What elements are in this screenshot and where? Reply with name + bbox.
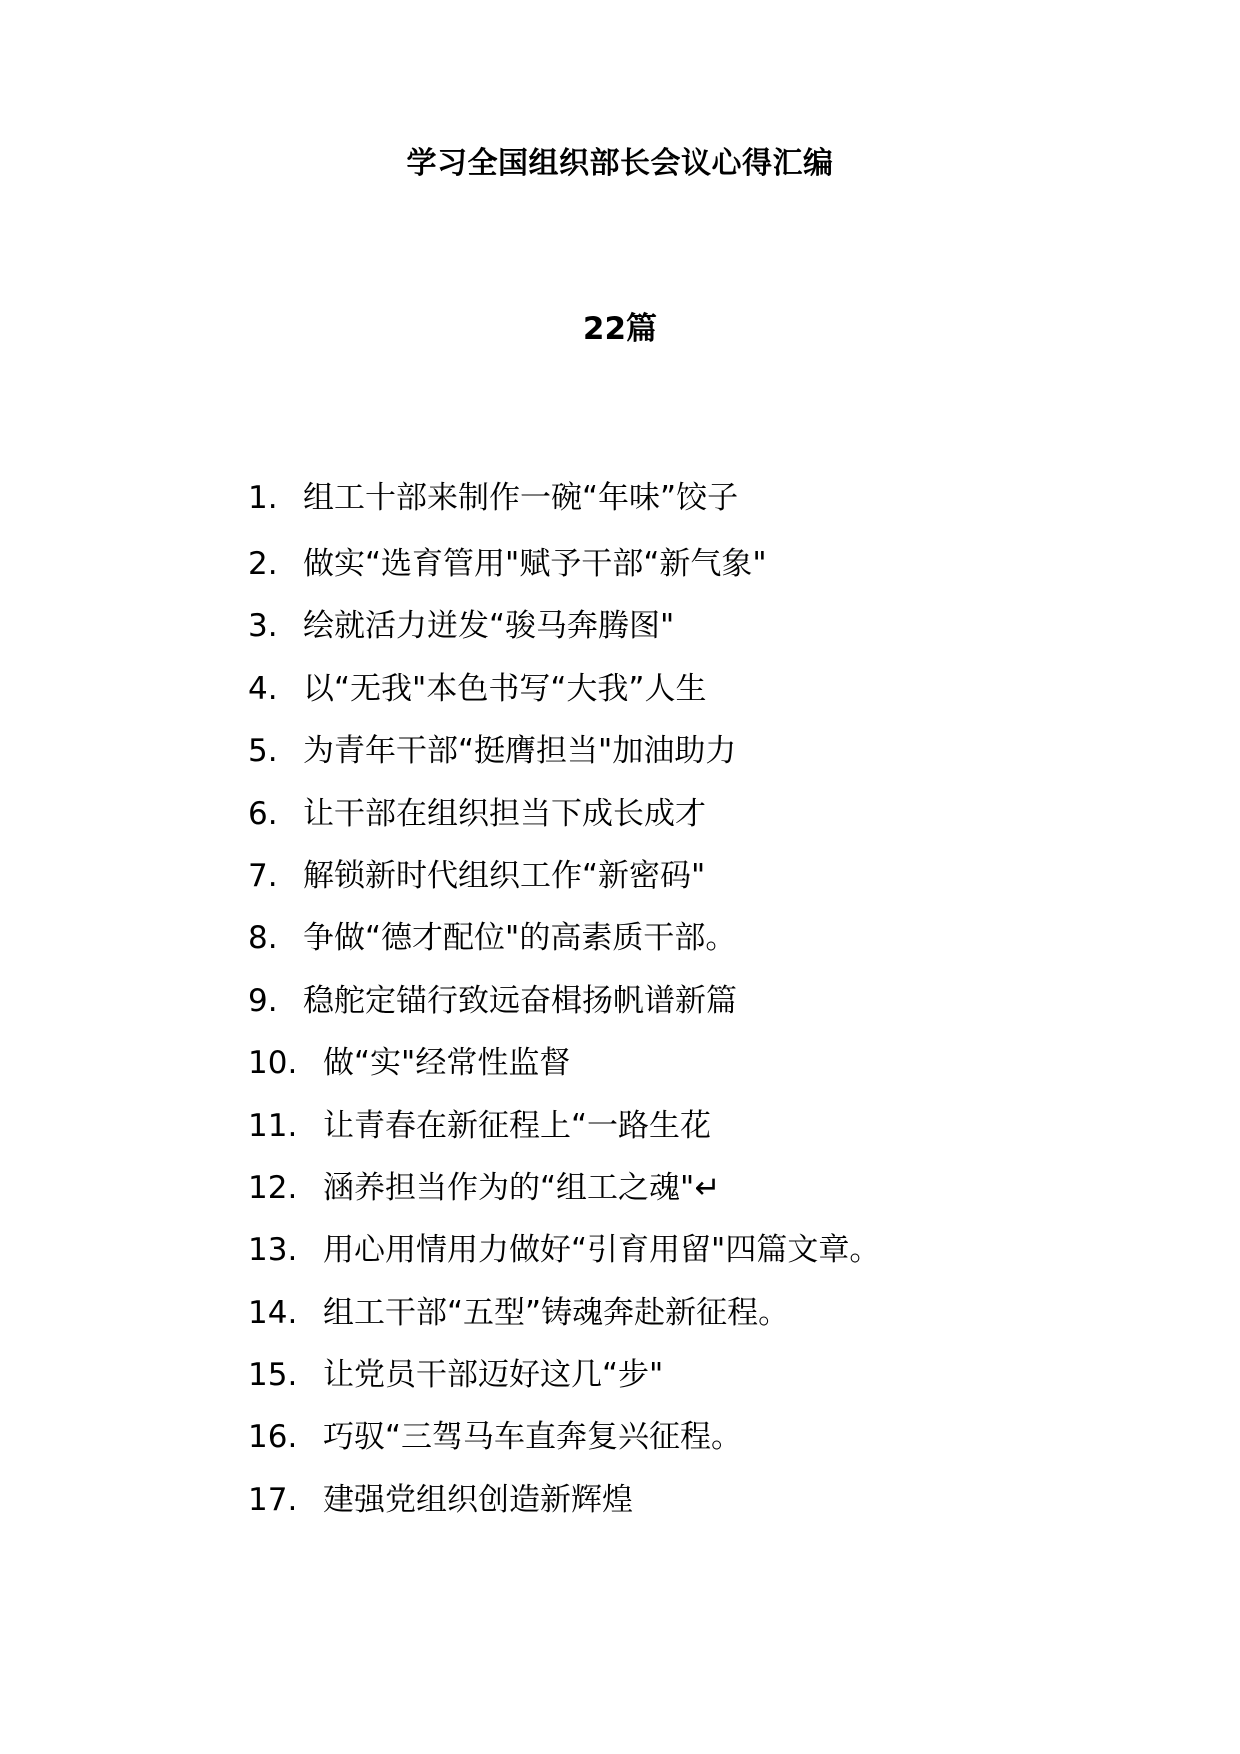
toc-item-number: 11. (248, 1107, 298, 1144)
toc-item-number: 4. (248, 670, 278, 707)
document-subtitle: 22篇 (582, 311, 658, 347)
table-of-contents (248, 467, 1148, 1531)
toc-item-number: 14. (248, 1294, 298, 1331)
toc-item-4 (248, 658, 1148, 720)
toc-item-5 (248, 720, 1148, 782)
toc-item-11 (248, 1095, 1148, 1157)
toc-item-text: 让党员干部迈好这几“步" (323, 1357, 664, 1394)
toc-item-number: 5. (248, 733, 278, 770)
toc-item-text: 组工十部来制作一碗“年味”饺子 (303, 480, 739, 516)
toc-item-number: 12. (248, 1169, 298, 1206)
toc-item-number: 13. (248, 1232, 298, 1269)
toc-item-text: 巧驭“三驾马车直奔复兴征程。 (323, 1419, 743, 1456)
toc-item-9 (248, 970, 1148, 1032)
document-title: 学习全国组织部长会议心得汇编 (406, 146, 834, 181)
toc-item-text: 做实“选育管用"赋予干部“新气象" (303, 546, 767, 582)
toc-item-text: 用心用情用力做好“引育用留"四篇文章。 (323, 1232, 881, 1269)
toc-item-7 (248, 845, 1148, 907)
toc-item-8 (248, 907, 1148, 969)
toc-item-text: 让青春在新征程上“一路生花 (323, 1107, 712, 1144)
toc-item-text: 组工干部“五型”铸魂奔赴新征程。 (323, 1294, 790, 1331)
toc-item-14 (248, 1282, 1148, 1344)
toc-item-10 (248, 1032, 1148, 1094)
toc-item-12 (248, 1157, 1148, 1219)
toc-item-number: 1. (248, 480, 278, 516)
toc-item-number: 17. (248, 1481, 298, 1518)
toc-item-text: 做“实"经常性监督 (323, 1045, 571, 1082)
toc-item-text: 绘就活力迸发“骏马奔腾图" (303, 608, 675, 645)
toc-item-16 (248, 1406, 1148, 1468)
toc-item-number: 9. (248, 982, 278, 1019)
toc-item-1 (248, 467, 1148, 533)
toc-item-13 (248, 1219, 1148, 1281)
toc-item-text: 建强党组织创造新辉煌 (323, 1481, 633, 1518)
toc-item-17 (248, 1469, 1148, 1531)
toc-item-number: 10. (248, 1045, 298, 1082)
toc-item-text: 稳舵定锚行致远奋楫扬帆谱新篇 (303, 982, 737, 1019)
toc-item-text: 让干部在组织担当下成长成才 (303, 795, 706, 832)
toc-item-3 (248, 595, 1148, 657)
toc-item-2 (248, 533, 1148, 595)
toc-item-text: 以“无我"本色书写“大我”人生 (303, 670, 707, 707)
toc-item-text: 为青年干部“挺膺担当"加油助力 (303, 733, 737, 770)
toc-item-text: 争做“德才配位"的高素质干部。 (303, 920, 737, 957)
toc-item-15 (248, 1344, 1148, 1406)
toc-item-number: 8. (248, 920, 278, 957)
toc-item-text: 解锁新时代组织工作“新密码" (303, 857, 706, 894)
toc-item-number: 3. (248, 608, 278, 645)
toc-item-number: 15. (248, 1357, 298, 1394)
toc-item-number: 6. (248, 795, 278, 832)
toc-item-number: 16. (248, 1419, 298, 1456)
toc-item-number: 7. (248, 857, 278, 894)
toc-item-number: 2. (248, 546, 278, 582)
toc-item-text: 涵养担当作为的“组工之魂"↵ (323, 1169, 721, 1206)
toc-item-6 (248, 783, 1148, 845)
